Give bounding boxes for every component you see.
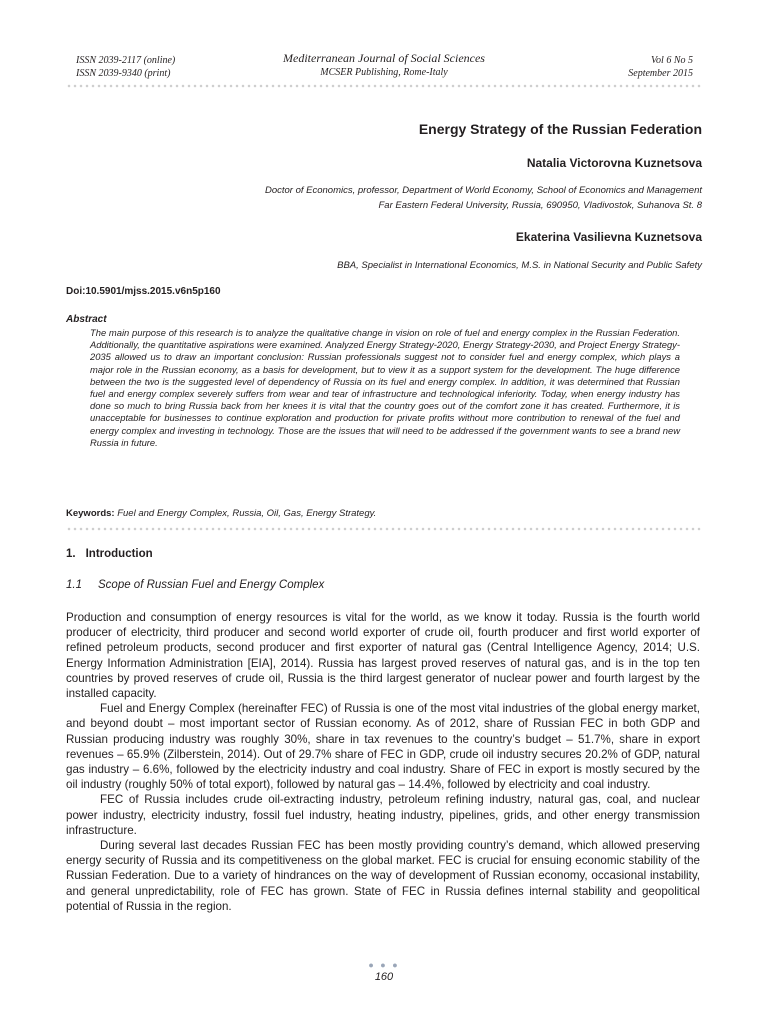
issn-online: ISSN 2039-2117 (online) — [76, 55, 176, 66]
keywords-list: Fuel and Energy Complex, Russia, Oil, Gas, Energy Strategy. — [117, 508, 377, 519]
article-title: Energy Strategy of the Russian Federation — [418, 121, 702, 137]
keywords-label: Keywords: — [66, 508, 115, 519]
paragraph: Production and consumption of energy resources is vital for the world, as we know it today. Russia is the fourth world producer of electricity, third producer and second world exporter of crude oil, fourth producer and first world exporter of refined petroleum products, second producer and first exporter of natural gas (Central Intelligence Agency, 2014; U.S. Energy Information Administration [EIA], 2014). Russia has largest proved reserves of natural gas, and is in the top ten countries by proved reserves of crude oil, Russia is the third largest generator of nuclear power and fourth largest by the installed capacity. — [66, 611, 700, 701]
paragraph: Fuel and Energy Complex (hereinafter FEC) of Russia is one of the most vital industries of the global energy market, and beyond doubt – most important sector of Russian economy. As of 2012, share of Russian FEC in both GDP and Russian producing industry was roughly 30%, share in tax revenues to the country’s budget – 51.7%, share in export revenues – 65.9% (Zilberstein, 2014). Out of 29.7% share of FEC in GDP, crude oil industry secures 20.2% of GDP, natural gas industry – 6.6%, followed by the electricity industry and coal industry. Share of FEC in export is mostly secured by the oil industry (roughly 50% of total export), followed by natural gas – 14.4%, followed by electricity and coal industry. — [66, 702, 700, 792]
page-number: 160 — [374, 971, 394, 983]
abstract-heading: Abstract — [66, 314, 107, 325]
doi[interactable]: Doi:10.5901/mjss.2015.v6n5p160 — [66, 286, 221, 297]
paragraph: During several last decades Russian FEC has been mostly providing country’s demand, which allowed preserving energy security of Russia and its competitiveness on the global market. FEC is crucial for ensuing economic stability of the Russian Federation. Due to a variety of hindrances on the way of development of Russian economy, occasional instability, and general unpredictability, role of FEC has grown. State of FEC in Russia defines internal stability and geopolitical potential of Russia in the region. — [66, 839, 700, 913]
header-divider — [66, 83, 703, 89]
author-2-affiliation: BBA, Specialist in International Economics, M.S. in National Security and Public Safety — [337, 260, 702, 271]
abstract-text: The main purpose of this research is to analyze the qualitative change in vision on role of fuel and energy complex in the Russian Federation. Additionally, the quantitative aspirations were examined. Analyzed Energy Strategy-2020, Energy Strategy-2030, and Project Energy Strategy-2035 allowed us to draw an important conclusion: Russian professionals suggest not to consider fuel and energy complex, which plays a major role in the Russian economy, as a basis for development, but to view it as a support system for the development. The huge difference between the two is the suggested level of dependency of Russia on its fuel and energy complex. In addition, it was determined that Russian fuel and energy complex severely suffers from wear and tear of infrastructure and technological inferiority. Today, when energy industry has done so much to bring Russia back from her knees it is vital that the country goes out of the comfort zone it has created. Furthermore, it is unacceptable for businesses to continue exploration and production for private profits without more contribution to renewal of the fuel and energy complex and investing in technology. Those are the issues that will need to be addressed if the government wants to see a brand new Russia in future. — [90, 327, 680, 448]
volume-block — [628, 54, 693, 80]
body-text — [66, 610, 700, 914]
author-2: Ekaterina Vasilievna Kuznetsova — [515, 230, 702, 244]
issue-date: September 2015 — [628, 68, 693, 79]
footer-dots: ● ● ● — [368, 960, 400, 970]
affiliation-line: Doctor of Economics, professor, Department of World Economy, School of Economics and Management — [264, 185, 702, 196]
author-1: Natalia Victorovna Kuznetsova — [526, 156, 702, 170]
author-1-affiliation — [265, 183, 702, 213]
subsection-heading — [66, 579, 324, 591]
section-heading — [66, 548, 153, 560]
section-title: Introduction — [85, 548, 153, 560]
section-number: 1. — [66, 548, 76, 560]
issn-print: ISSN 2039-9340 (print) — [76, 68, 171, 79]
paragraph: FEC of Russia includes crude oil-extracting industry, petroleum refining industry, natural gas, coal, and nuclear power industry, electricity industry, fossil fuel industry, heating industry, pipelines, grids, and other energy transmission infrastructure. — [66, 793, 700, 837]
volume: Vol 6 No 5 — [651, 55, 693, 66]
keywords — [66, 508, 376, 519]
subsection-number: 1.1 — [66, 579, 82, 591]
subsection-title: Scope of Russian Fuel and Energy Complex — [98, 579, 325, 591]
affiliation-line: Far Eastern Federal University, Russia, 690950, Vladivostok, Suhanova St. 8 — [378, 200, 702, 211]
journal-name: Mediterranean Journal of Social Sciences — [283, 51, 485, 65]
abstract-divider — [66, 526, 703, 532]
publisher: MCSER Publishing, Rome-Italy — [320, 67, 448, 78]
